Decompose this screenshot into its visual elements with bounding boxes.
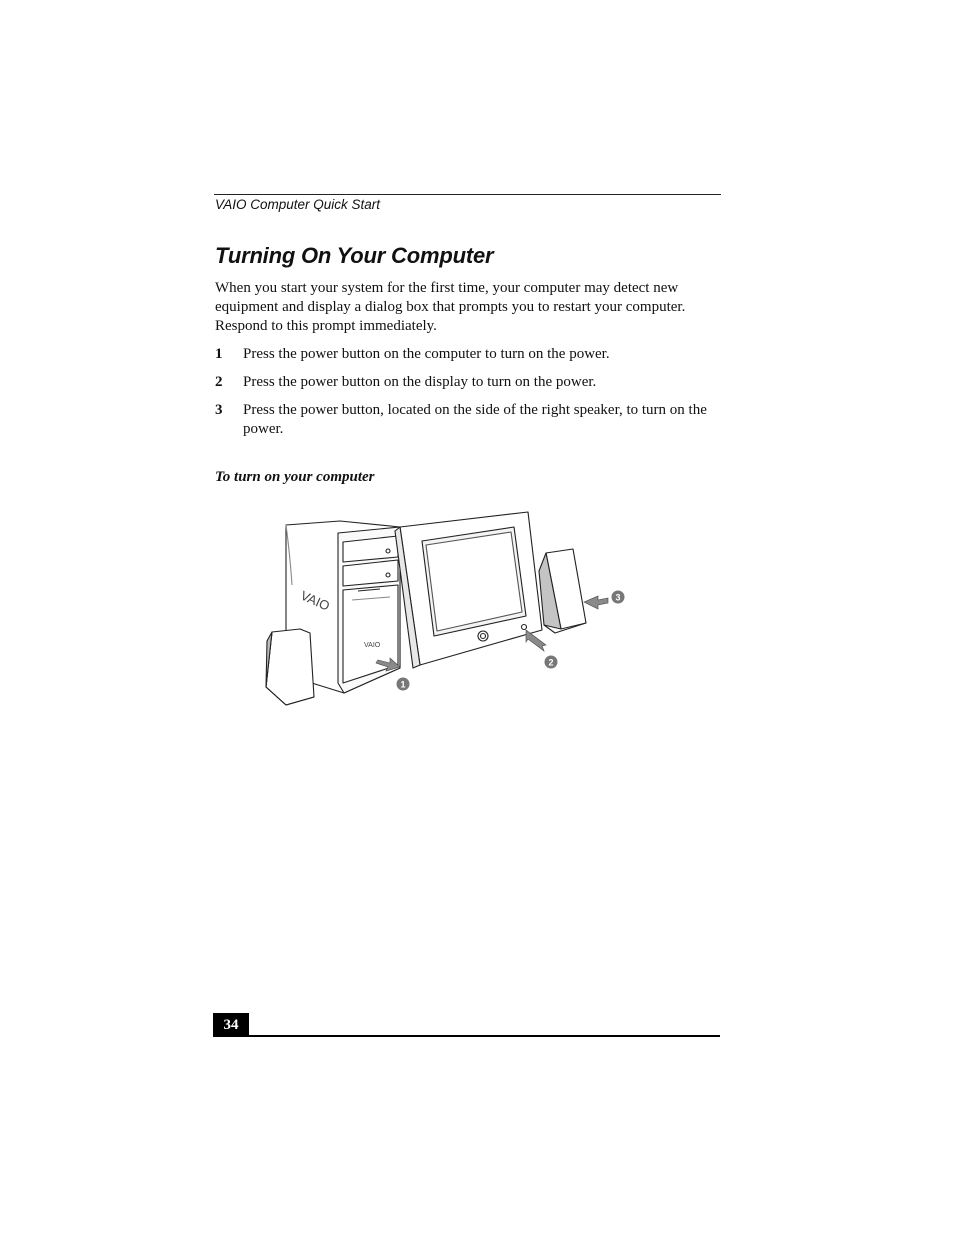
step-number: 3 <box>215 402 223 418</box>
step-item <box>215 345 720 364</box>
steps-list <box>215 345 720 448</box>
page-number: 34 <box>213 1013 249 1037</box>
left-speaker <box>266 629 314 705</box>
callout-2 <box>545 656 558 669</box>
arrow-icon <box>584 596 608 609</box>
step-number: 1 <box>215 346 223 362</box>
computer-setup-illustration <box>250 505 640 720</box>
footer-rule <box>213 1035 720 1037</box>
svg-text:1: 1 <box>400 679 406 690</box>
svg-text:3: 3 <box>615 592 621 603</box>
tower-logo: VAIO <box>298 587 333 614</box>
front-logo: VAIO <box>364 642 381 649</box>
arrow-icon <box>526 630 546 651</box>
section-title: Turning On Your Computer <box>215 243 494 268</box>
step-item <box>215 373 720 392</box>
header-rule <box>214 194 721 195</box>
step-number: 2 <box>215 374 223 390</box>
callout-3 <box>612 591 625 604</box>
step-item <box>215 401 720 439</box>
lcd-display <box>395 512 542 668</box>
svg-text:2: 2 <box>548 657 554 668</box>
running-head: VAIO Computer Quick Start <box>215 197 381 212</box>
callout-1 <box>397 678 410 691</box>
step-text: Press the power button on the computer to turn on the power. <box>243 346 610 362</box>
step-text: Press the power button on the display to turn on the power. <box>243 374 597 390</box>
figure-caption: To turn on your computer <box>215 469 375 485</box>
step-text: Press the power button, located on the side of the right speaker, to turn on the power. <box>243 402 707 437</box>
intro-paragraph: When you start your system for the first time, your computer may detect new equipment and display a dialog box that prompts you to restart your computer. Respond to this prompt immediately. <box>215 280 686 334</box>
right-speaker <box>539 549 586 633</box>
